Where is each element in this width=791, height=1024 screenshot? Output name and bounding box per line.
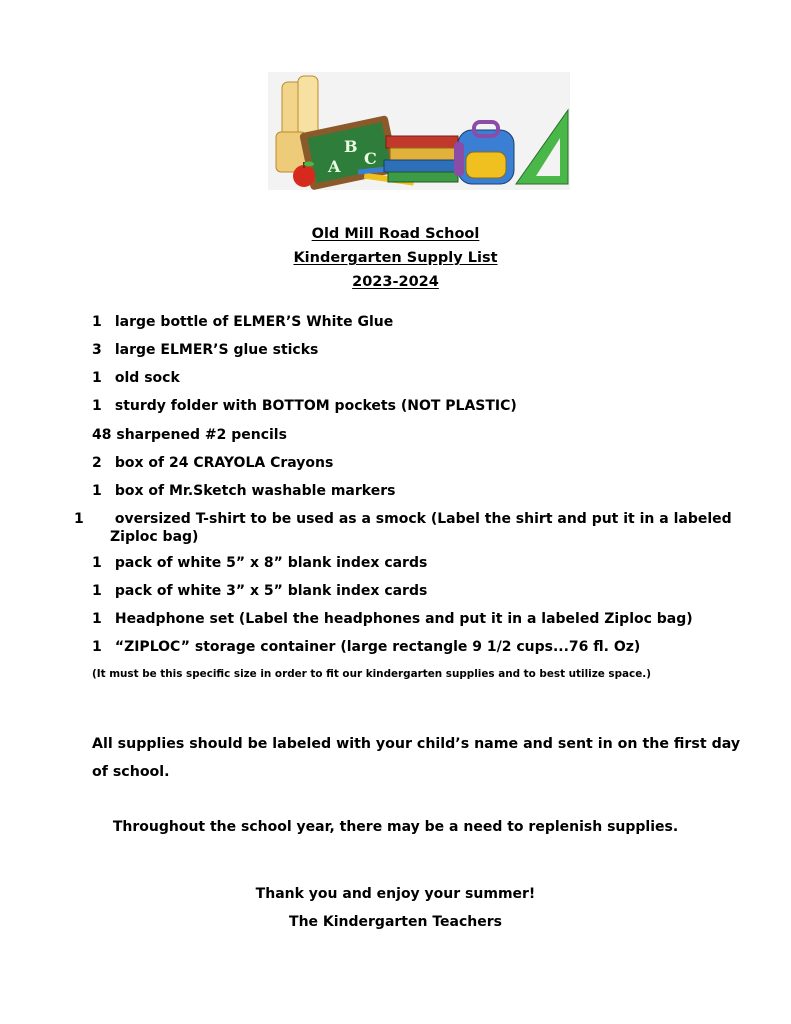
supply-item — [92, 426, 732, 444]
item-text: large bottle of ELMER’S White Glue — [114, 314, 394, 330]
item-text: Headphone set (Label the headphones and put it in a labeled Ziploc bag) — [114, 611, 693, 627]
list-title: Kindergarten Supply List — [293, 250, 498, 266]
closing-signature: The Kindergarten Teachers — [289, 914, 502, 930]
item-text: sturdy folder with BOTTOM pockets (NOT PLASTIC) — [114, 398, 517, 414]
item-text: pack of white 3” x 5” blank index cards — [114, 583, 428, 599]
item-quantity: 1 — [92, 555, 102, 571]
item-text: large ELMER’S glue sticks — [114, 342, 319, 358]
school-name: Old Mill Road School — [311, 226, 480, 242]
item-quantity: 1 — [92, 611, 102, 627]
item-quantity: 48 — [92, 427, 112, 443]
supply-item — [92, 610, 732, 628]
item-text: oversized T-shirt to be used as a smock (Label the shirt and put it in a labeled Ziploc bag) — [110, 511, 732, 545]
supply-item — [92, 369, 732, 387]
item-quantity: 1 — [92, 483, 102, 499]
item-text: “ZIPLOC” storage container (large rectangle 9 1/2 cups...76 fl. Oz) — [114, 639, 641, 655]
item-text: pack of white 5” x 8” blank index cards — [114, 555, 428, 571]
container-size-note: (It must be this specific size in order to fit our kindergarten supplies and to best utilize space.) — [92, 668, 651, 680]
supply-item — [92, 454, 732, 472]
replenish-note: Throughout the school year, there may be a need to replenish supplies. — [112, 819, 679, 835]
item-quantity: 1 — [74, 511, 84, 527]
labeling-instructions: All supplies should be labeled with your child’s name and sent in on the first day of school. — [92, 736, 741, 780]
school-supplies-clipart — [268, 72, 570, 190]
item-quantity: 1 — [92, 370, 102, 386]
item-text: box of Mr.Sketch washable markers — [114, 483, 396, 499]
chalkboard-letter: B — [344, 137, 358, 156]
item-quantity: 1 — [92, 398, 102, 414]
item-text: old sock — [114, 370, 180, 386]
school-year: 2023-2024 — [352, 274, 439, 290]
supply-item — [74, 510, 750, 546]
item-quantity: 2 — [92, 455, 102, 471]
supply-item — [92, 313, 732, 331]
item-quantity: 3 — [92, 342, 102, 358]
supply-item — [92, 582, 732, 600]
item-quantity: 1 — [92, 314, 102, 330]
supply-item — [92, 638, 732, 656]
closing-thanks: Thank you and enjoy your summer! — [255, 886, 536, 902]
item-quantity: 1 — [92, 639, 102, 655]
chalkboard-letter: A — [328, 157, 341, 176]
item-quantity: 1 — [92, 583, 102, 599]
supply-item — [92, 554, 732, 572]
item-text: box of 24 CRAYOLA Crayons — [114, 455, 334, 471]
chalkboard-letter: C — [364, 149, 377, 168]
item-text: sharpened #2 pencils — [116, 427, 287, 443]
supply-item — [92, 397, 732, 415]
supply-item — [92, 341, 732, 359]
books-icon — [384, 136, 460, 182]
supply-item — [92, 482, 732, 500]
